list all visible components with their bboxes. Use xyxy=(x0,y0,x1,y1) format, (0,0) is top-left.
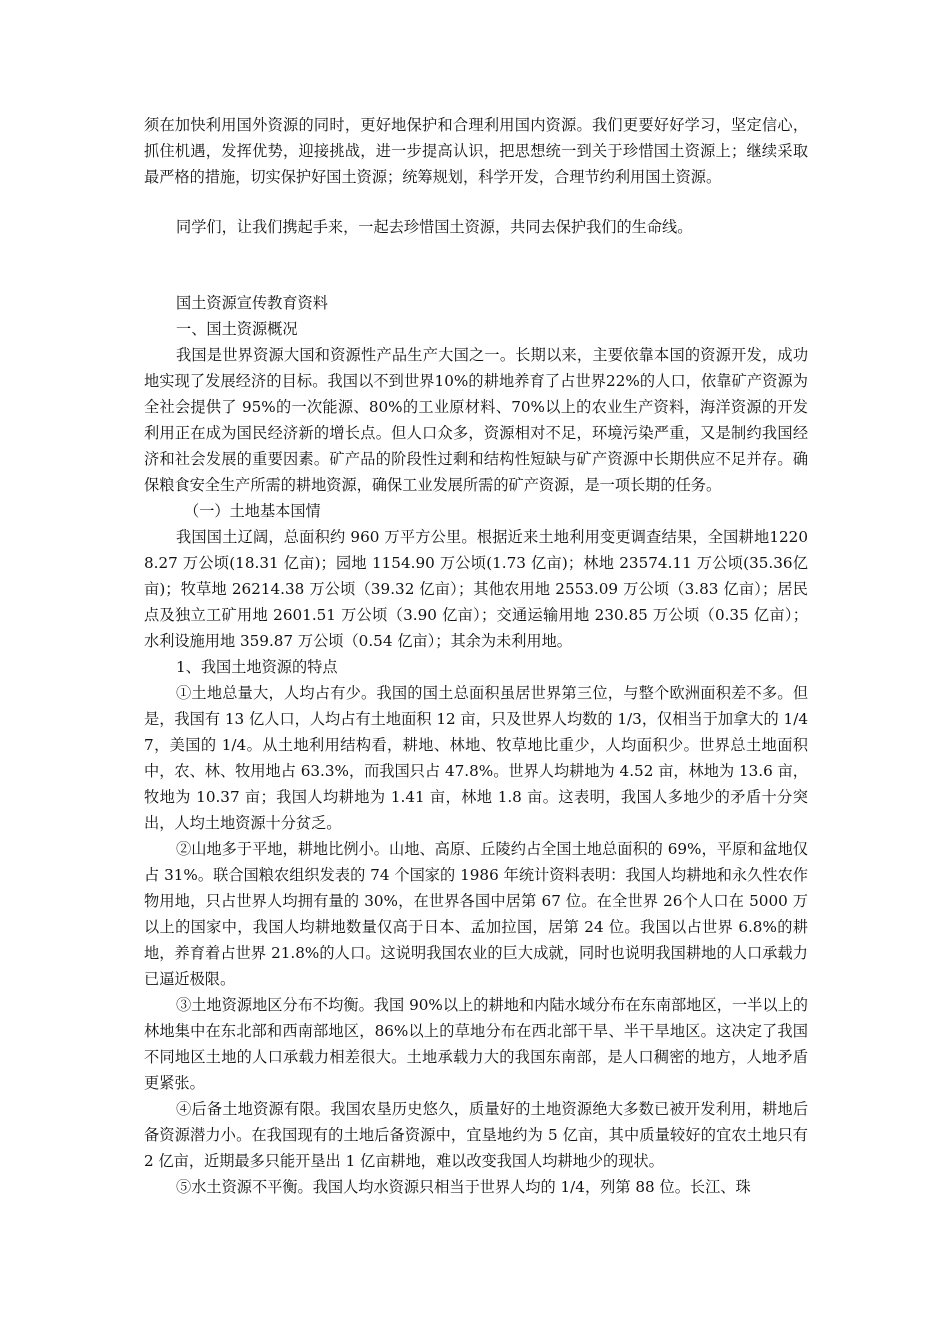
heading-features: 1、我国土地资源的特点 xyxy=(176,658,338,676)
closing-paragraph: 同学们，让我们携起手来，一起去珍惜国土资源，共同去保护我们的生命线。 xyxy=(176,218,693,236)
feature-paragraph: ①土地总量大，人均占有少。我国的国土总面积虽居世界第三位，与整个欧洲面积差不多。但是，我国有 13 亿人口，人均占有土地面积 12 亩，只及世界人均数的 1/3，仅相当于加拿大的 1/47，美国的 1/4。从土地利用结构看，耕地、林地、牧草地比重少，人均面积少。世界总土地面积中，农、林、牧用地占 63.3%，而我国只占 47.8%。世界人均耕地为 4.52 亩，林地为 13.6 亩，牧地为 10.37 亩；我国人均耕地为 1.41 亩，林地 1.8 亩。这表明，我国人多地少的矛盾十分突出，人均土地资源十分贫乏。 xyxy=(144,684,808,832)
feature-paragraph: ②山地多于平地，耕地比例小。山地、高原、丘陵约占全国土地总面积的 69%，平原和盆地仅占 31%。联合国粮农组织发表的 74 个国家的 1986 年统计资料表明：我国人均耕地和永久性农作物用地，只占世界人均拥有量的 30%，在世界各国中居第 67 位。在全世界 26个人口在 5000 万以上的国家中，我国人均耕地数量仅高于日本、孟加拉国，居第 24 位。我国以占世界 6.8%的耕地，养育着占世界 21.8%的人口。这说明我国农业的巨大成就，同时也说明我国耕地的人口承载力已逼近极限。 xyxy=(144,840,808,988)
overview-paragraph: 我国是世界资源大国和资源性产品生产大国之一。长期以来，主要依靠本国的资源开发，成功地实现了发展经济的目标。我国以不到世界10%的耕地养育了占世界22%的人口，依靠矿产资源为全社会提供了 95%的一次能源、80%的工业原材料、70%以上的农业生产资料，海洋资源的开发利用正在成为国民经济新的增长点。但人口众多，资源相对不足，环境污染严重，又是制约我国经济和社会发展的重要因素。矿产品的阶段性过剩和结构性短缺与矿产资源中长期供应不足并存。确保粮食安全生产所需的耕地资源，确保工业发展所需的矿产资源，是一项长期的任务。 xyxy=(144,346,808,494)
land-paragraph: 我国国土辽阔，总面积约 960 万平方公里。根据近来土地利用变更调查结果，全国耕地12208.27 万公顷(18.31 亿亩)；园地 1154.90 万公顷(1.73 亿亩)；林地 23574.11 万公顷(35.36亿亩)；牧草地 26214.38 万公顷（39.32 亿亩）；其他农用地 2553.09 万公顷（3.83 亿亩）；居民点及独立工矿用地 2601.51 万公顷（3.90 亿亩）；交通运输用地 230.85 万公顷（0.35 亿亩）；水利设施用地 359.87 万公顷（0.54 亿亩）；其余为未利用地。 xyxy=(144,528,808,650)
feature-paragraph: ④后备土地资源有限。我国农垦历史悠久，质量好的土地资源绝大多数已被开发利用，耕地后备资源潜力小。在我国现有的土地后备资源中，宜垦地约为 5 亿亩，其中质量较好的宜农土地只有 2 亿亩，近期最多只能开垦出 1 亿亩耕地，难以改变我国人均耕地少的现状。 xyxy=(144,1100,808,1170)
heading-land: （一）土地基本国情 xyxy=(184,502,321,520)
document-page xyxy=(144,112,808,1200)
feature-paragraph: ③土地资源地区分布不均衡。我国 90%以上的耕地和内陆水域分布在东南部地区，一半以上的林地集中在东北部和西南部地区，86%以上的草地分布在西北部干旱、半干旱地区。这决定了我国不同地区土地的人口承载力相差很大。土地承载力大的我国东南部，是人口稠密的地方，人地矛盾更紧张。 xyxy=(144,996,808,1092)
heading-overview: 一、国土资源概况 xyxy=(176,320,298,338)
section-title: 国土资源宣传教育资料 xyxy=(176,294,328,312)
intro-paragraph: 须在加快利用国外资源的同时，更好地保护和合理利用国内资源。我们更要好好学习，坚定信心，抓住机遇，发挥优势，迎接挑战，进一步提高认识，把思想统一到关于珍惜国土资源上；继续采取最严格的措施，切实保护好国土资源；统筹规划，科学开发，合理节约利用国土资源。 xyxy=(144,116,808,186)
feature-paragraph: ⑤水土资源不平衡。我国人均水资源只相当于世界人均的 1/4，列第 88 位。长江、珠 xyxy=(176,1178,751,1196)
